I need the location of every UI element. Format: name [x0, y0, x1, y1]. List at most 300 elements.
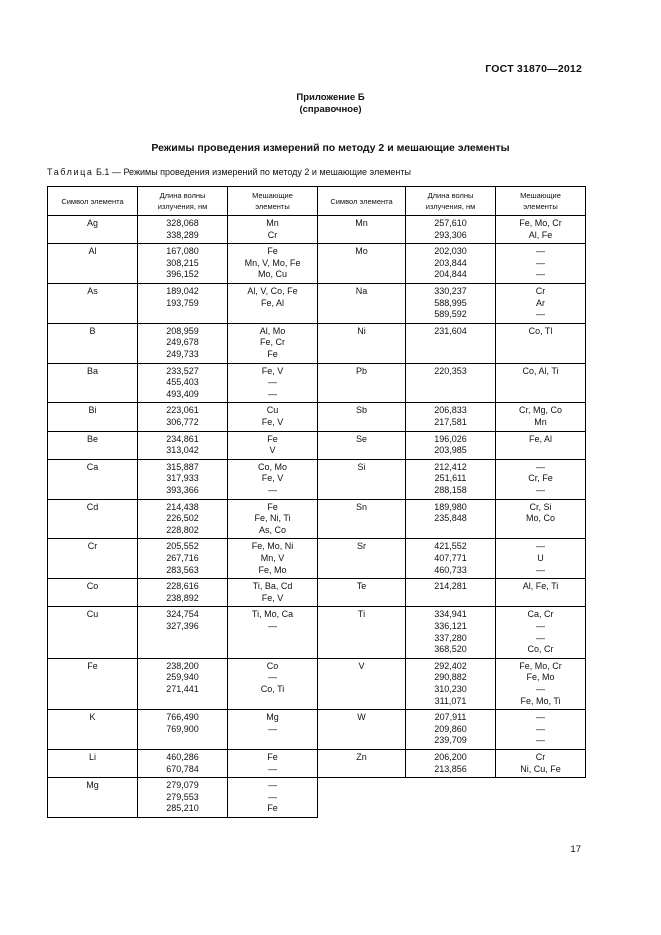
element-cell [48, 658, 138, 709]
table-row [48, 658, 586, 709]
table-row [48, 499, 586, 539]
interfering-cell [496, 499, 586, 539]
wavelength-cell-line: 193,759 [166, 297, 199, 308]
wavelength-cell-line: 214,438 [166, 501, 199, 512]
interfering-cell-line: Fe, V [261, 592, 284, 603]
interfering-cell-line: Cr [535, 285, 546, 296]
element-symbol: Co [86, 581, 99, 592]
element-cell [318, 607, 406, 658]
element-cell [318, 283, 406, 323]
wavelength-cell-line: 251,611 [434, 473, 467, 484]
wavelength-cell-line: 283,563 [166, 564, 199, 575]
header-interfering-left [228, 187, 318, 216]
wavelength-cell-line: 208,959 [166, 325, 199, 336]
element-symbol: Pb [355, 365, 367, 376]
wavelength-cell-line: 338,289 [166, 229, 199, 240]
interfering-cell-line: Ca, Cr [527, 609, 554, 620]
element-symbol: Te [356, 581, 367, 592]
interfering-cell-line: — [268, 620, 277, 631]
element-symbol: Ba [86, 365, 98, 376]
wavelength-cell-line: 213,856 [434, 763, 467, 774]
wavelength-cell-line: 167,080 [166, 246, 199, 257]
interfering-cell [228, 579, 318, 607]
interfering-cell [228, 710, 318, 750]
interfering-cell-line: Cr, Mg, Co [518, 405, 562, 416]
interfering-cell-line: — [268, 723, 277, 734]
interfering-cell-line: Al, Mo [259, 325, 286, 336]
empty-cell [406, 778, 496, 818]
interfering-cell-line: Fe, Cr [259, 337, 285, 348]
wavelength-cell [406, 579, 496, 607]
element-cell [318, 216, 406, 244]
wavelength-cell-line: 205,552 [166, 541, 199, 552]
interfering-cell-line: Mo, Co [525, 513, 555, 524]
element-cell [48, 539, 138, 579]
interfering-cell-line: Fe [267, 501, 278, 512]
element-cell [48, 323, 138, 363]
element-symbol: As [87, 285, 98, 296]
wavelength-cell [138, 539, 228, 579]
element-symbol: Si [357, 461, 366, 472]
wavelength-cell [406, 499, 496, 539]
interfering-cell [228, 363, 318, 403]
wavelength-cell-line: 202,030 [434, 246, 467, 257]
wavelength-cell-line: 214,281 [434, 581, 467, 592]
wavelength-cell-line: 311,071 [434, 695, 467, 706]
interfering-cell-line: — [268, 377, 277, 388]
element-symbol: Ni [357, 325, 366, 336]
wavelength-cell-line: 460,286 [166, 751, 199, 762]
table-row [48, 244, 586, 284]
appendix-subtitle: (справочное) [299, 104, 362, 115]
interfering-cell-line: Ar [536, 297, 545, 308]
interfering-cell-line: Fe, Mo, Ni [251, 541, 294, 552]
interfering-cell-line: — [536, 484, 545, 495]
interfering-cell-line: — [536, 735, 545, 746]
header-symbol-left: Символ элемента [48, 187, 138, 216]
interfering-cell-line: — [268, 484, 277, 495]
interfering-cell-line: — [536, 683, 545, 694]
interfering-cell [496, 539, 586, 579]
interfering-cell-line: Fe, Mo, Cr [519, 218, 562, 228]
wavelength-cell [138, 216, 228, 244]
interfering-cell [228, 283, 318, 323]
interfering-cell-line [496, 445, 585, 457]
element-cell [48, 607, 138, 658]
header-interfering-line: элементы [255, 202, 290, 211]
element-symbol: Mg [86, 780, 99, 791]
interfering-cell-line: Fe, V [261, 416, 284, 427]
wavelength-cell-line: 310,230 [434, 683, 467, 694]
interfering-cell-line: — [536, 257, 545, 268]
wavelength-cell [406, 607, 496, 658]
header-interfering-line: элементы [523, 202, 558, 211]
wavelength-cell [406, 403, 496, 431]
interfering-cell [228, 539, 318, 579]
interfering-cell-line: Cr [535, 751, 546, 762]
interfering-cell [228, 778, 318, 818]
element-symbol: Na [355, 285, 368, 296]
wavelength-cell-line: 455,403 [166, 377, 199, 388]
table-row [48, 323, 586, 363]
wavelength-cell-line: 189,980 [434, 501, 467, 512]
element-cell [318, 363, 406, 403]
element-cell [48, 363, 138, 403]
table-caption-tag: Таблица [47, 167, 94, 177]
wavelength-cell [406, 539, 496, 579]
element-symbol: K [89, 712, 96, 723]
element-cell [318, 459, 406, 499]
wavelength-cell-line: 293,306 [434, 229, 467, 240]
wavelength-cell [138, 323, 228, 363]
interfering-cell-line: Fe, Ni, Ti [254, 513, 291, 524]
interfering-cell-line: Fe, Mo, Ti [520, 695, 561, 706]
table-caption-number: Б.1 [96, 167, 110, 177]
wavelength-cell-line: 203,985 [434, 445, 467, 456]
interfering-cell-line: V [269, 445, 276, 456]
interfering-cell [496, 244, 586, 284]
wavelength-cell-line: 336,121 [434, 620, 467, 631]
wavelength-cell-line: 203,844 [434, 257, 467, 268]
interfering-cell [496, 283, 586, 323]
table-caption-text: — Режимы проведения измерений по методу 2 и мешающие элементы [111, 167, 411, 177]
wavelength-cell [138, 749, 228, 777]
interfering-cell [228, 459, 318, 499]
element-symbol: B [89, 325, 96, 336]
wavelength-cell-line: 204,844 [434, 269, 467, 280]
table-body [48, 216, 586, 818]
interfering-cell [228, 244, 318, 284]
interfering-cell-line: Cr [267, 229, 278, 240]
element-cell [48, 749, 138, 777]
interfering-cell [496, 749, 586, 777]
interfering-cell [496, 323, 586, 363]
header-interfering-line: Мешающие [520, 191, 561, 200]
header-interfering-right [496, 187, 586, 216]
element-symbol: Mn [355, 218, 368, 228]
element-cell [48, 579, 138, 607]
interfering-cell [228, 431, 318, 459]
wavelength-cell-line: 334,941 [434, 609, 467, 620]
interfering-cell [228, 216, 318, 244]
wavelength-cell [138, 579, 228, 607]
wavelength-cell-line: 217,581 [434, 416, 467, 427]
element-cell [48, 710, 138, 750]
table-row [48, 216, 586, 244]
interfering-cell-line: — [268, 780, 277, 791]
wavelength-cell [406, 658, 496, 709]
wavelength-cell-line: 292,402 [434, 660, 467, 671]
wavelength-cell-line: 235,848 [434, 513, 467, 524]
wavelength-cell-line: 769,900 [166, 723, 199, 734]
wavelength-cell-line: 328,068 [166, 218, 199, 228]
wavelength-cell-line: 324,754 [166, 609, 199, 620]
interfering-cell-line: Fe, Al [260, 297, 284, 308]
element-cell [318, 431, 406, 459]
element-symbol: Mo [355, 246, 368, 257]
interfering-cell [228, 499, 318, 539]
interfering-cell-line: — [536, 723, 545, 734]
wavelength-cell-line: 327,396 [166, 620, 199, 631]
empty-cell [318, 778, 406, 818]
element-symbol: Cr [87, 541, 98, 552]
interfering-cell-line: Ti, Ba, Cd [252, 581, 293, 592]
element-cell [48, 244, 138, 284]
wavelength-cell-line: 249,678 [166, 337, 199, 348]
element-symbol: Se [355, 433, 367, 444]
wavelength-cell [406, 459, 496, 499]
interfering-cell-line: Mn, V [260, 552, 285, 563]
table-caption [47, 167, 411, 177]
wavelength-cell-line: 306,772 [166, 416, 199, 427]
interfering-cell [496, 363, 586, 403]
table-row [48, 607, 586, 658]
interfering-cell-line: — [536, 632, 545, 643]
element-symbol: Bi [88, 405, 97, 416]
interfering-cell [496, 658, 586, 709]
interfering-cell-line: Al, V, Co, Fe [247, 285, 298, 296]
table-row [48, 749, 586, 777]
interfering-cell-line: Al, Fe, Ti [522, 581, 559, 592]
wavelength-cell-line: 288,158 [434, 484, 467, 495]
element-cell [48, 499, 138, 539]
interfering-cell-line: Cu [266, 405, 279, 416]
interfering-cell-line: Co, Mo [257, 461, 287, 472]
header-symbol-right: Символ элемента [318, 187, 406, 216]
wavelength-cell-line: 493,409 [166, 388, 199, 399]
element-symbol: W [357, 712, 366, 723]
interfering-cell-line: Fe, Al [528, 433, 552, 444]
interfering-cell-line: Co, Al, Ti [522, 365, 559, 376]
interfering-cell [496, 579, 586, 607]
interfering-cell-line: — [536, 309, 545, 320]
wavelength-cell [138, 778, 228, 818]
page-number: 17 [570, 844, 581, 855]
interfering-cell [496, 607, 586, 658]
empty-cell [496, 778, 586, 818]
interfering-cell-line: Fe, V [261, 365, 284, 376]
element-cell [318, 658, 406, 709]
interfering-cell-line: — [536, 269, 545, 280]
interfering-cell-line: — [268, 672, 277, 683]
wavelength-cell [138, 431, 228, 459]
wavelength-cell-line: 368,520 [434, 644, 467, 655]
element-symbol: Cu [86, 609, 99, 620]
interfering-cell-line: Co, Cr [527, 644, 554, 655]
wavelength-cell [138, 244, 228, 284]
element-symbol: Sr [357, 541, 366, 552]
interfering-cell-line: Mn, V, Mo, Fe [244, 257, 301, 268]
wavelength-cell-line: 315,887 [166, 461, 199, 472]
wavelength-cell-line: 460,733 [434, 564, 467, 575]
wavelength-cell-line: 337,280 [434, 632, 467, 643]
interfering-cell-line: Fe [267, 751, 278, 762]
table-row [48, 539, 586, 579]
interfering-cell-line: Al, Fe [528, 229, 553, 240]
element-cell [318, 749, 406, 777]
wavelength-cell [138, 607, 228, 658]
interfering-cell-line: Co, Tl [528, 325, 553, 336]
wavelength-cell-line: 259,940 [166, 672, 199, 683]
wavelength-cell [138, 283, 228, 323]
interfering-cell-line: Cr, Si [529, 501, 552, 512]
wavelength-cell-line: 670,784 [166, 763, 199, 774]
wavelength-cell-line: 226,502 [166, 513, 199, 524]
wavelength-cell-line: 308,215 [166, 257, 199, 268]
page-title: Режимы проведения измерений по методу 2 и мешающие элементы [151, 142, 510, 154]
wavelength-cell-line: 271,441 [166, 683, 199, 694]
wavelength-cell-line: 238,892 [166, 592, 199, 603]
wavelength-cell-line: 313,042 [166, 445, 199, 456]
appendix-title: Приложение Б [296, 92, 365, 103]
interfering-cell-line: As, Co [258, 524, 286, 535]
wavelength-cell [406, 244, 496, 284]
interfering-cell-line: — [536, 564, 545, 575]
interfering-cell-line: Ni, Cu, Fe [520, 763, 561, 774]
element-cell [318, 323, 406, 363]
wavelength-cell [138, 710, 228, 750]
appendix-heading [0, 92, 661, 116]
wavelength-cell-line: 393,366 [166, 484, 199, 495]
element-cell [318, 710, 406, 750]
measurement-table [47, 186, 586, 818]
interfering-cell-line: Fe [267, 803, 278, 814]
wavelength-cell-line: 239,709 [434, 735, 467, 746]
interfering-cell-line: Fe [267, 433, 278, 444]
interfering-cell-line: — [536, 620, 545, 631]
interfering-cell [228, 749, 318, 777]
wavelength-cell-line: 228,616 [166, 581, 199, 592]
element-symbol: V [358, 660, 365, 671]
interfering-cell [228, 658, 318, 709]
interfering-cell-line: Fe, Mo [258, 564, 287, 575]
wavelength-cell-line: 766,490 [166, 712, 199, 723]
element-cell [48, 431, 138, 459]
header-wavelength-line: излучения, нм [425, 202, 476, 211]
element-cell [48, 778, 138, 818]
wavelength-cell [406, 323, 496, 363]
table-row [48, 579, 586, 607]
interfering-cell [228, 323, 318, 363]
wavelength-cell-line: 206,200 [434, 751, 467, 762]
wavelength-cell-line: 407,771 [434, 552, 467, 563]
standard-number: ГОСТ 31870—2012 [485, 63, 582, 75]
wavelength-cell [138, 459, 228, 499]
wavelength-cell [138, 499, 228, 539]
interfering-cell-line: Mn [534, 416, 547, 427]
interfering-cell-line: Co, Ti [260, 683, 285, 694]
wavelength-cell-line: 317,933 [166, 473, 199, 484]
interfering-cell-line: U [537, 552, 544, 563]
interfering-cell-line: Ti, Mo, Ca [251, 609, 294, 620]
wavelength-cell [406, 431, 496, 459]
element-symbol: Be [86, 433, 98, 444]
table-row [48, 459, 586, 499]
interfering-cell-line: Fe, V [261, 473, 284, 484]
table-row [48, 431, 586, 459]
wavelength-cell-line: 207,911 [434, 712, 467, 723]
table-row [48, 710, 586, 750]
wavelength-cell-line: 231,604 [434, 325, 467, 336]
wavelength-cell-line: 249,733 [166, 348, 199, 359]
wavelength-cell-line: 234,861 [166, 433, 199, 444]
wavelength-cell-line: 279,553 [166, 791, 199, 802]
wavelength-cell-line: 233,527 [166, 365, 199, 376]
wavelength-cell-line: 290,882 [434, 672, 467, 683]
wavelength-cell [406, 216, 496, 244]
interfering-cell-line: Co [266, 660, 279, 671]
wavelength-cell-line: 588,995 [434, 297, 467, 308]
wavelength-cell-line: 267,716 [166, 552, 199, 563]
table-row [48, 283, 586, 323]
element-cell [48, 459, 138, 499]
element-cell [48, 216, 138, 244]
interfering-cell [228, 607, 318, 658]
interfering-cell-line: — [536, 246, 545, 257]
element-cell [318, 539, 406, 579]
element-cell [318, 499, 406, 539]
element-cell [318, 244, 406, 284]
wavelength-cell-line: 330,237 [434, 285, 467, 296]
wavelength-cell [138, 403, 228, 431]
wavelength-cell-line: 206,833 [434, 405, 467, 416]
interfering-cell [496, 710, 586, 750]
interfering-cell-line: — [268, 388, 277, 399]
element-symbol: Al [88, 246, 97, 257]
wavelength-cell [406, 283, 496, 323]
element-cell [48, 283, 138, 323]
element-symbol: Ca [86, 461, 99, 472]
wavelength-cell-line: 220,353 [434, 365, 467, 376]
interfering-cell-line: — [268, 791, 277, 802]
interfering-cell [496, 216, 586, 244]
interfering-cell-line: Fe, Mo, Cr [519, 660, 562, 671]
element-symbol: Li [88, 751, 96, 762]
wavelength-cell-line: 209,860 [434, 723, 467, 734]
interfering-cell-line: — [536, 541, 545, 552]
element-symbol: Cd [86, 501, 99, 512]
header-wavelength-line: Длина волны [159, 191, 206, 200]
interfering-cell-line: Cr, Fe [528, 473, 553, 484]
element-symbol: Fe [87, 660, 98, 671]
interfering-cell-line: Mg [266, 712, 279, 723]
interfering-cell-line: Fe, Mo [526, 672, 555, 683]
interfering-cell [496, 403, 586, 431]
element-symbol: Ag [86, 218, 98, 228]
wavelength-cell-line: 196,026 [434, 433, 467, 444]
wavelength-cell-line: 228,802 [166, 524, 199, 535]
wavelength-cell-line: 257,610 [434, 218, 467, 228]
wavelength-cell-line: 589,592 [434, 309, 467, 320]
table-row [48, 403, 586, 431]
element-symbol: Sb [355, 405, 367, 416]
wavelength-cell-line: 212,412 [434, 461, 467, 472]
element-cell [48, 403, 138, 431]
element-symbol: Zn [356, 751, 367, 762]
wavelength-cell [138, 363, 228, 403]
wavelength-cell-line: 223,061 [166, 405, 199, 416]
interfering-cell [228, 403, 318, 431]
wavelength-cell [406, 363, 496, 403]
element-symbol: Sn [355, 501, 367, 512]
interfering-cell [496, 431, 586, 459]
interfering-cell-line: Mo, Cu [257, 269, 287, 280]
wavelength-cell-line: 279,079 [166, 780, 199, 791]
interfering-cell-line: Mn [266, 218, 279, 228]
wavelength-cell-line: 189,042 [166, 285, 199, 296]
header-wavelength-right [406, 187, 496, 216]
interfering-cell-line: — [268, 763, 277, 774]
